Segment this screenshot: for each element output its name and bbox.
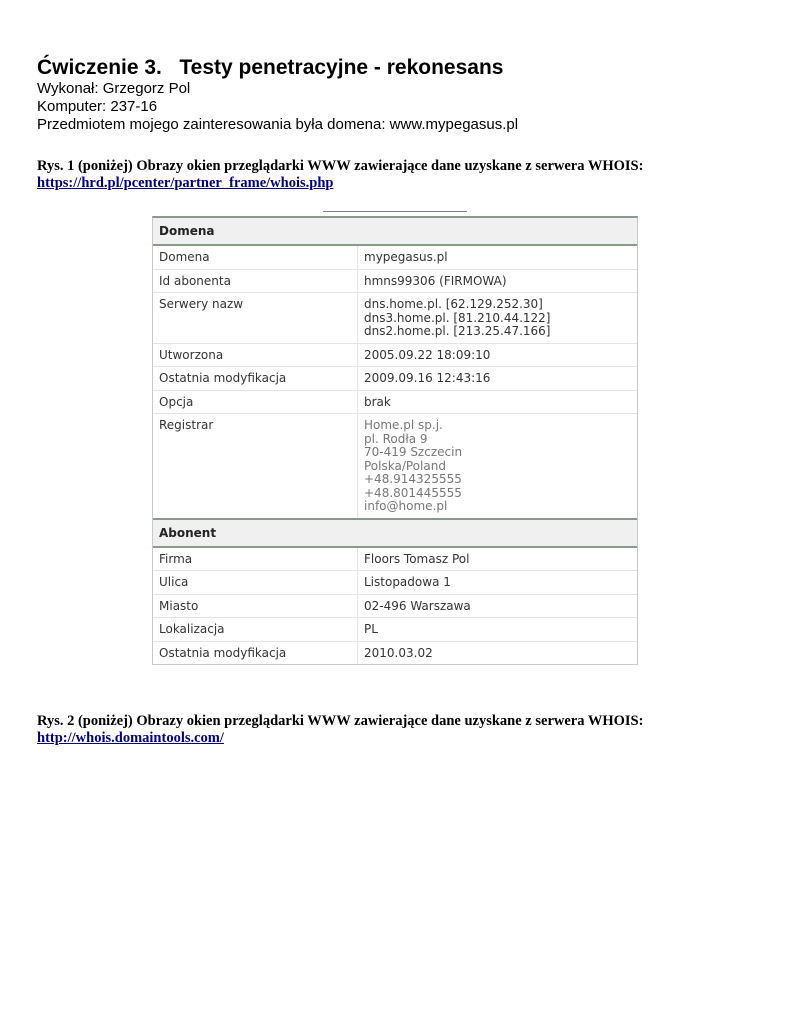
- figure-2-link[interactable]: http://whois.domaintools.com/: [37, 730, 224, 746]
- whois-row-value: 2010.03.02: [364, 645, 433, 660]
- whois-row: [153, 246, 637, 269]
- whois-row: [153, 570, 637, 594]
- figure-1-link[interactable]: https://hrd.pl/pcenter/partner_frame/whois.php: [37, 175, 334, 191]
- whois-table: [152, 216, 638, 665]
- whois-row: [153, 390, 637, 414]
- whois-value-line: pl. Rodła 9: [364, 431, 428, 446]
- abonent-rows: [153, 548, 637, 665]
- abonent-section-header: Abonent: [153, 518, 637, 548]
- whois-row-value: 2005.09.22 18:09:10: [364, 347, 491, 362]
- domena-rows: [153, 246, 637, 518]
- domain-line: Przedmiotem mojego zainteresowania była domena: www.mypegasus.pl: [37, 116, 519, 133]
- whois-row-label: Id abonenta: [153, 270, 358, 293]
- whois-row-value: Floors Tomasz Pol: [364, 551, 470, 566]
- computer-line: Komputer: 237-16: [37, 98, 158, 115]
- whois-row: [153, 343, 637, 367]
- whois-row: [153, 617, 637, 641]
- figure-2-text: Rys. 2 (poniżej) Obrazy okien przeglądarki WWW zawierające dane uzyskane z serwera WHOIS:: [37, 713, 644, 729]
- whois-row-value: 2009.09.16 12:43:16: [364, 371, 491, 385]
- author-line: Wykonał: Grzegorz Pol: [37, 80, 191, 97]
- whois-row-label: Miasto: [153, 595, 358, 618]
- whois-value-line: Polska/Poland: [364, 458, 446, 473]
- document-title: Ćwiczenie 3. Testy penetracyjne - rekonesans: [37, 56, 504, 79]
- figure-1-caption: [37, 158, 643, 192]
- figure-1-text: Rys. 1 (poniżej) Obrazy okien przeglądarki WWW zawierające dane uzyskane z serwera WHOIS:: [37, 158, 644, 174]
- whois-row: [153, 413, 637, 518]
- whois-row-label: Registrar: [153, 414, 358, 518]
- whois-value-line: dns3.home.pl. [81.210.44.122]: [364, 310, 551, 325]
- whois-row-value: 02-496 Warszawa: [364, 598, 471, 613]
- separator-line: [323, 211, 467, 212]
- whois-row: [153, 594, 637, 618]
- whois-value-line: +48.914325555: [364, 472, 462, 486]
- whois-row-label: Ostatnia modyfikacja: [153, 367, 358, 390]
- whois-row-value: brak: [364, 394, 391, 409]
- whois-row: [153, 641, 637, 665]
- whois-value-line: Home.pl sp.j.: [364, 418, 443, 432]
- whois-row-label: Opcja: [153, 391, 358, 414]
- whois-value-line: 70-419 Szczecin: [364, 445, 463, 459]
- whois-value-line: +48.801445555: [364, 485, 462, 500]
- whois-row-value: Listopadowa 1: [364, 575, 451, 589]
- whois-row-label: Utworzona: [153, 344, 358, 367]
- whois-row-value: [358, 414, 637, 518]
- figure-2-caption: [37, 713, 643, 747]
- whois-value-line: dns2.home.pl. [213.25.47.166]: [364, 324, 551, 338]
- whois-row-value: mypegasus.pl: [364, 250, 448, 264]
- whois-row-value: [358, 293, 637, 343]
- whois-row-value: hmns99306 (FIRMOWA): [364, 273, 507, 288]
- domena-section-header: Domena: [153, 218, 637, 246]
- whois-row-label: Ulica: [153, 571, 358, 594]
- whois-value-line: dns.home.pl. [62.129.252.30]: [364, 297, 543, 311]
- whois-value-line: info@home.pl: [364, 499, 448, 513]
- whois-row: [153, 366, 637, 390]
- whois-row: [153, 292, 637, 343]
- whois-row: [153, 269, 637, 293]
- whois-row-label: Serwery nazw: [153, 293, 358, 343]
- whois-row-value: PL: [364, 622, 378, 636]
- whois-row: [153, 548, 637, 571]
- whois-row-label: Ostatnia modyfikacja: [153, 642, 358, 665]
- whois-row-label: Domena: [153, 246, 358, 269]
- whois-row-label: Lokalizacja: [153, 618, 358, 641]
- whois-row-label: Firma: [153, 548, 358, 571]
